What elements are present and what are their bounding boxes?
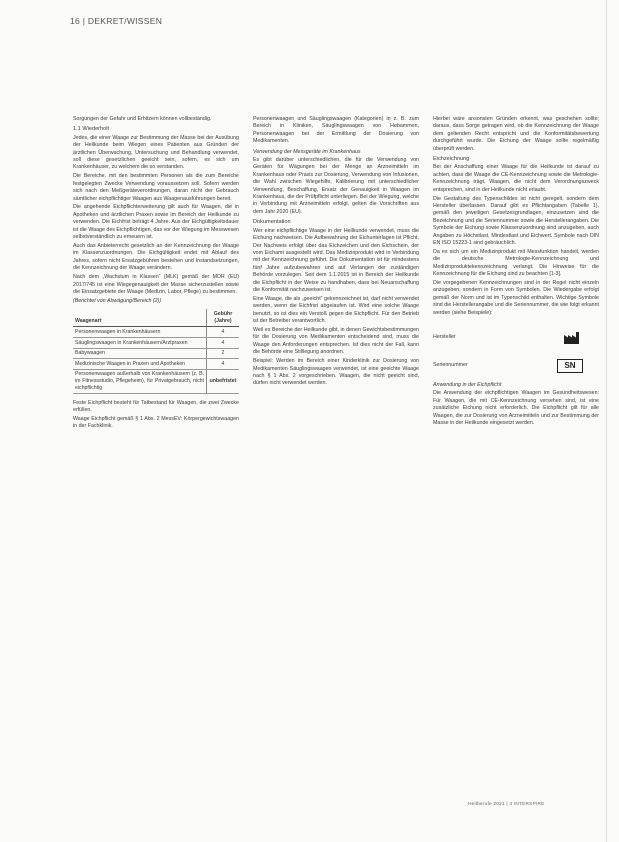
column-middle (253, 116, 419, 389)
symbol-row-hersteller (433, 323, 583, 353)
paragraph: Hierbei wäre ansonsten Gründen erkennt, was geschehen sollte; daraus, dass Sorge getragen wird, ob die Kennzeichnung der Waage dem geltenden Recht entspricht und die Konformitätsbewertung durchgeführt wurde. Die Eichung der Waage sollte regelmäßig überprüft werden. (433, 116, 599, 152)
section-heading: 1.1 Wiederholt (73, 126, 110, 133)
paragraph: Wer eine eichpflichtige Waage in der Heilkunde verwendet, muss die Eichung nachweisen. Die Aufbewahrung der Eichunterlagen ist Pflicht. Der Nachweis erfolgt über das Eichzeichen und den Eichschein, der vom Eichamt ausgestellt wird. Das Medizinprodukt wird in Verbindung mit der Kennzeichnung geführt. Die Dokumentation ist für mindestens fünf Jahre aufzubewahren und auf Verlangen der zuständigen Behörde vorzulegen. Seit dem 1.1.2015 ist in Bereich der Heilkunde die Eichpflicht in der Weise zu handhaben, dass bei Neuanschaffung die Konformität nachzuweisen ist. (253, 227, 419, 293)
paragraph: Die Bereiche, mit den bestimmten Personen als die zum Bereiche festgelegten Zwecke Verwendung voraussetzen soll. Sofern werden sich nach den Meßgeräteverordnungen, daran nicht der Gebrauch sämtlicher eichpflichtiger Waagen aus Waagenausführungen bereit. (73, 173, 239, 202)
eichfrist-table (73, 309, 239, 393)
table-cell: 4 (207, 359, 240, 370)
table-cell: Babywaagen (73, 348, 207, 359)
paragraph: Bei der Anschaffung einer Waage für die Heilkunde ist darauf zu achten, dass die Waage die CE-Kennzeichnung sowie die Metrologie-Kennzeichnung trägt. Waagen, die nicht dem Verordnungszweck entsprechen, sind in der Heilkunde nicht erlaubt. (433, 164, 599, 193)
paragraph: Nach dem „Wachstum in Klassen“ (MLK) gemäß der MDR (EU) 2017/745 ist eine Wiegegenauigkeit der Masse sicherzustellen sowie die Einsatzgebiete der Waage (Medizin, Labor, Pflege) zu bestimmen. (73, 274, 239, 295)
page-footer: Heilberufe 2021 | 4 INTERSPIRE (468, 802, 545, 807)
paragraph: Da es sich um ein Medizinprodukt mit Messfunktion handelt, werden die deutsche Metrologie-Kennzeichnung und Medizinproduktekennzeichnung verlangt. Die Hinweise für die Kennzeichnung für die Eichung sind zu beachten [1-3]. (433, 248, 599, 278)
table-header-waage: Waagenart (73, 309, 207, 327)
paragraph: Sorgungen der Gefahr und Erhitzern können vollbeständig. (73, 116, 212, 122)
paragraph: Jedes, die einer Waage zur Bestimmung der Masse bei der Ausübung der Heilkunde beim Wiegen eines Patienten aus Gründen der ärztlichen Überwachung, Untersuchung und Behandlung verwendet, soll diese gesetzlichen geeicht sein, sofern, es sich um Krankenhäuser, zu welchem die so verstanden. (73, 134, 239, 171)
table-header-frist: Gebühr (Jahre) (207, 309, 240, 327)
table-cell: 4 (207, 327, 240, 338)
table-cell: 2 (207, 348, 240, 359)
running-header: 16 | DEKRET/WISSEN (70, 16, 163, 26)
column-right (433, 116, 599, 429)
section-heading: Anwendung in der Eichpflicht (433, 382, 502, 389)
column-left (73, 116, 239, 432)
paragraph: Die angehende Eichpflichterweiterung gilt auch für Waagen, die in Apotheken und ärztlichen Praxen sowie im Bereich der Heilkunde zu verwenden. Die Eichfrist beträgt 4 Jahre. Aus der Eichgültigkeitsdauer ist die Waage des Eichpflichtigen, das vor der Wiegung im Messwesen selbstverständlich zu erneuern ist. (73, 204, 239, 241)
table-row (73, 338, 239, 349)
manufacturer-icon (563, 331, 583, 345)
serial-number-icon: SN (557, 359, 583, 373)
table-row (73, 369, 239, 393)
symbol-label: Seriennummer (433, 362, 468, 369)
table-cell: unbefristet (207, 369, 240, 393)
symbol-row-seriennummer (433, 353, 583, 379)
table-cell: 4 (207, 338, 240, 349)
page-edge-divider (606, 0, 607, 842)
paragraph: Personenwaagen und Säuglingswaagen (Kategorien) in z. B. zum Bereich in Kliniken, Säuglingswaagen von Hebammen, Personenwaagen bei der Ermittlung der Dosierung von Medikamenten. (253, 116, 419, 145)
section-heading: Dokumentation (253, 219, 291, 226)
symbol-label: Hersteller (433, 334, 456, 341)
table-cell: Personenwaagen in Krankenhäusern (73, 327, 207, 338)
paragraph: Die vorgegebenen Kennzeichnungen sind in der Regel nicht einzeln anzugeben, sondern in Form von Symbolen. Die Wiedergabe erfolgt gemäß der Norm und ist im Typenschild enthalten. Wichtige Symbole sind die Herstellerangabe und die Seriennummer, die wie folgt erkannt werden (siehe Beispiele): (433, 280, 599, 316)
paragraph: Eine Waage, die als „geeicht“ gekennzeichnet ist, darf nicht verwendet werden, wenn die Eichfrist abgelaufen ist. Wird eine solche Waage benutzt, so ist dies ein Verstoß gegen die Eichpflicht. Für den Betrieb ist der Betreiber verantwortlich. (253, 295, 419, 325)
paragraph: Feste Eichpflicht besteht für Tatbestand für Waagen, die zwei Zwecke erfüllen. (73, 399, 239, 413)
paragraph: Beispiel: Werden im Bereich einer Kinderklinik zur Dosierung von Medikamenten Säuglingswaagen verwendet, ist eine geeichte Waage nach § 1 Abs. 2 vorgeschrieben. Waagen, die nicht geeicht sind, dürfen nicht verwendet werden. (253, 358, 419, 387)
paragraph: Die Anwendung der eichpflichtigen Waagen im Gesundheitswesen: Für Waagen, die mit CE-Kennzeichnung versehen sind, ist eine zusätzliche Eichung nicht erforderlich. Die Eichpflicht gilt für alle Waagen, die zur Dosierung von Arzneimitteln und zur Bestimmung der Masse in der Heilkunde eingesetzt werden. (433, 390, 599, 427)
section-heading: Eichzeichnung (433, 156, 470, 163)
table-cell: Personenwaagen außerhalb von Krankenhäusern (z. B. im Fitnessstudio, Pflegeheim), für Privatgebrauch, nicht eichpflichtig (73, 369, 207, 393)
section-heading: Verwendung der Messgeräte im Krankenhaus (253, 148, 361, 155)
paragraph: Waage Eichpflicht gemäß § 1 Abs. 2 MessEV: Körpergewichtswaagen in der Fachklinik. (73, 415, 239, 430)
table-cell: Medizinische Waagen in Praxen und Apotheken (73, 359, 207, 370)
table-cell: Säuglingswaagen in Krankenhäusern/Arztpraxen (73, 338, 207, 349)
paragraph: Auch das Anbieterrecht gesetzlich an der Kennzeichnung der Waage im Klassenzuordnungen. Die Eichgültigkeit endet mit Ablauf des Jahres, sofern nicht Ersatzgebühren bestehen und Instandsetzungen, die Kennzeichnung der Waage verändern. (73, 243, 239, 272)
table-row (73, 359, 239, 370)
paragraph: Weil es Bereiche der Heilkunde gibt, in denen Gewichtsbestimmungen für die Dosierung von Medikamenten entscheidend sind, muss die Waage den Anforderungen entsprechen. Ist dies nicht der Fall, kann die Behörde eine Stilllegung anordnen. (253, 326, 419, 356)
paragraph: Es gibt darüber unterschiedlichen, die für die Verwendung von Geräten für Wägungen bei der Menge an Arzneimitteln im Krankenhaus oder Praxis zur Dosierung, Verwendung von Infusionen, die Wahl zwischen Wiegehilfe, Kalibrierung mit unterschiedlicher Verwendung, Beschaffung, Ersatz der Genauigkeit in Waagen im Krankenhaus, die der Prüfpflicht unterliegen. Bei der Wiegung, welche in Verbindung mit Arzneimitteln erfolgt, gelten die Vorschriften aus dem Jahr 2020 (EU). (253, 157, 419, 215)
paragraph: Die Gestaltung des Typenschildes ist nicht geregelt, sondern dem Hersteller überlassen. Darauf gibt es Pflichtangaben (Tabelle 1), gemäß den jeweiligen Gesetzesgrundlagen, einzusetzen sind die Bezeichnung und die Seriennummer sowie die Herstellerangaben. Die Symbole der Eichung sowie Klassenzuordnung sind anzugeben, auch Angaben zu Höchstlast, Mindestlast und Eichwert. Symbole nach DIN EN ISO 15223-1 sind gebräuchlich. (433, 195, 599, 246)
table-row (73, 348, 239, 359)
caption: (Berichtet von Abwägung/Bereich (2)) (73, 297, 162, 304)
table-row (73, 327, 239, 338)
